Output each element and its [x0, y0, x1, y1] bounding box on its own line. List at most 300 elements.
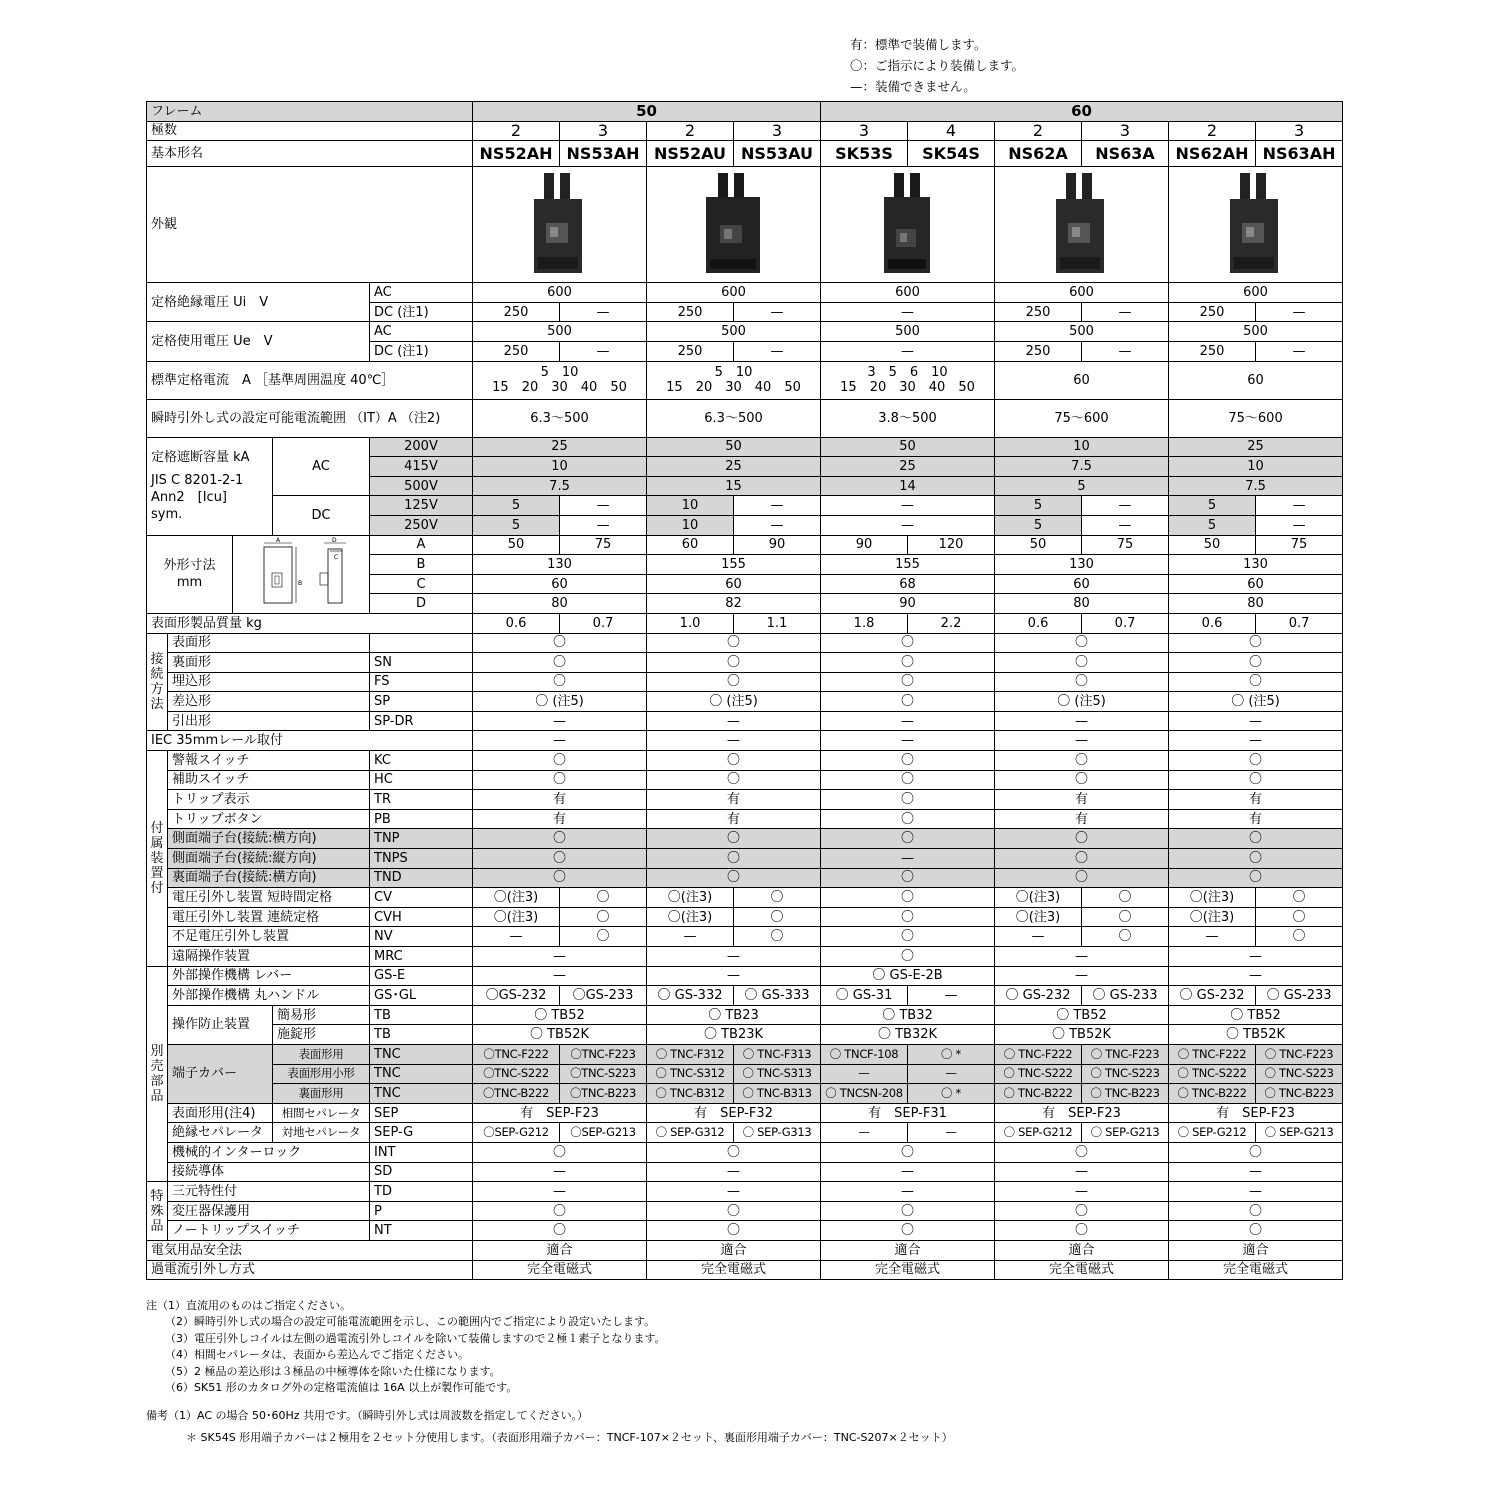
dim-mark-d: D	[332, 537, 337, 545]
acc-value: 有	[647, 809, 821, 829]
conn-value: 〇	[821, 653, 995, 673]
special-value: 〇	[473, 1221, 647, 1241]
mass-value: 1.1	[734, 613, 821, 633]
gsgl-value: 〇 GS-333	[734, 986, 821, 1006]
cover-value: 〇 TNC-B312	[647, 1084, 734, 1104]
acc-row	[147, 849, 1343, 869]
ue-ac-value: 500	[821, 322, 995, 342]
int-row	[147, 1142, 1343, 1162]
conn-code: SN	[370, 653, 473, 673]
gsgl-value: 〇 GS-233	[1256, 986, 1343, 1006]
gse-code: GS-E	[370, 966, 473, 986]
gsgl-value: —	[908, 986, 995, 1006]
tbk-value: 〇 TB52K	[473, 1025, 647, 1045]
cover-code: TNC	[370, 1044, 473, 1064]
nv-value: —	[995, 927, 1082, 947]
cv-value: 〇	[1082, 888, 1169, 908]
special-value: 〇	[1169, 1201, 1343, 1221]
cv-value: 〇(注3)	[473, 888, 560, 908]
note: （6）SK51 形のカタログ外の定格電流値は 16A 以上が製作可能です。	[165, 1381, 518, 1395]
cover-name: 端子カバー	[168, 1044, 273, 1103]
cover-value: 〇TNC-F223	[560, 1044, 647, 1064]
cover-value: 〇 TNC-F223	[1082, 1044, 1169, 1064]
gse-value: —	[1169, 966, 1343, 986]
gsgl-value: 〇 GS-233	[1082, 986, 1169, 1006]
lock-simple: 簡易形	[273, 1005, 370, 1025]
acc-value: —	[821, 849, 995, 869]
legend-standard: 有：標準で装備します。	[850, 37, 987, 52]
iec-label: IEC 35mmレール取付	[147, 731, 473, 751]
sd-value: —	[995, 1162, 1169, 1182]
frame-50: 50	[473, 102, 821, 122]
gse-name: 外部操作機構 レバー	[168, 966, 370, 986]
note: （3）電圧引外しコイルは左側の過電流引外しコイルを除いて装備しますので２極１素子となります。	[165, 1331, 666, 1345]
sepf-code: SEP	[370, 1103, 473, 1123]
safety-value: 適合	[1169, 1240, 1343, 1260]
tb-value: 〇 TB32	[821, 1005, 995, 1025]
instant-row	[147, 399, 1343, 437]
ui-ac-value: 600	[995, 283, 1169, 303]
sepf-value: 有 SEP-F32	[647, 1103, 821, 1123]
ue-dc-value: 250	[647, 341, 734, 361]
dim-value: 130	[473, 555, 647, 575]
acc-value: 有	[995, 790, 1169, 810]
break-value: —	[560, 515, 647, 535]
sepg-value: 〇SEP-G213	[560, 1123, 647, 1143]
sepf-sub: 相間セパレータ	[273, 1103, 370, 1123]
tb-row	[147, 1005, 1343, 1025]
dim-value: 130	[1169, 555, 1343, 575]
gse-value: —	[995, 966, 1169, 986]
conn-name: 裏面形	[168, 653, 370, 673]
pole-value: 3	[734, 121, 821, 141]
sepg-value: 〇 SEP-G213	[1256, 1123, 1343, 1143]
instant-value: 6.3〜500	[473, 399, 647, 437]
trip-value: 完全電磁式	[1169, 1260, 1343, 1280]
break-value: 15	[647, 476, 821, 496]
acc-value: 〇	[647, 770, 821, 790]
cover-value: 〇 TNC-F313	[734, 1044, 821, 1064]
acc-value: 〇	[473, 849, 647, 869]
pole-value: 3	[1256, 121, 1343, 141]
sepg-code: SEP-G	[370, 1123, 473, 1143]
cover-value: 〇 TNC-F222	[1169, 1044, 1256, 1064]
note: （4）相間セパレータは、表面から差込んでご指定ください。	[165, 1348, 469, 1362]
model-label: 基本形名	[147, 141, 473, 167]
nv-value: —	[1169, 927, 1256, 947]
sepg-value: 〇 SEP-G312	[647, 1123, 734, 1143]
tb-value: 〇 TB52	[473, 1005, 647, 1025]
break-value: 25	[647, 457, 821, 477]
tb-value: 〇 TB52	[995, 1005, 1169, 1025]
cover-value: 〇 TNCSN-208	[821, 1084, 908, 1104]
sepg-name: 絶縁セパレータ	[168, 1123, 273, 1143]
note: （2）瞬時引外し式の場合の設定可能電流範囲を示し、この範囲内でご指定により設定いたします。	[165, 1315, 656, 1329]
special-value: 〇	[473, 1201, 647, 1221]
sepg-value: 〇 SEP-G213	[1082, 1123, 1169, 1143]
frame-label: フレーム	[147, 102, 473, 122]
sd-code: SD	[370, 1162, 473, 1182]
dim-value: 60	[647, 535, 734, 555]
ue-ac-row	[147, 322, 1343, 342]
cover-value: 〇 TNC-S313	[734, 1064, 821, 1084]
cover-value: 〇 TNC-S223	[1256, 1064, 1343, 1084]
pole-value: 3	[821, 121, 908, 141]
break-value: —	[1082, 496, 1169, 516]
breaking-label: 定格遮断容量 kA	[151, 450, 250, 466]
ue-label: 定格使用電圧 Ue V	[147, 322, 370, 361]
current-value	[821, 361, 995, 399]
conn-row	[147, 711, 1343, 731]
sepg-value: 〇 SEP-G313	[734, 1123, 821, 1143]
special-row	[147, 1201, 1343, 1221]
cover-value: 〇 TNC-F222	[995, 1044, 1082, 1064]
notes	[146, 1298, 665, 1396]
int-code: INT	[370, 1142, 473, 1162]
current-line1: 5 10	[540, 365, 579, 381]
acc-value: 有	[473, 790, 647, 810]
ue-dc-value: —	[1082, 341, 1169, 361]
cvh-name: 電圧引外し装置 連続定格	[168, 907, 370, 927]
special-value: —	[995, 1182, 1169, 1202]
dim-mark-b: B	[298, 580, 303, 588]
acc-value: 〇	[821, 829, 995, 849]
dim-value: 120	[908, 535, 995, 555]
break-value: —	[821, 496, 995, 516]
breaker-photo-ns62a	[995, 167, 1169, 283]
break-value: —	[560, 496, 647, 516]
conn-code: SP-DR	[370, 711, 473, 731]
ui-ac-value: 600	[1169, 283, 1343, 303]
mass-value: 0.6	[1169, 613, 1256, 633]
acc-row	[147, 868, 1343, 888]
cvh-value: 〇(注3)	[995, 907, 1082, 927]
acc-row	[147, 809, 1343, 829]
iec-value: —	[473, 731, 647, 751]
mrc-value: 〇	[821, 947, 995, 967]
current-line1: 3 5 6 10	[867, 365, 948, 381]
legend-optional: 〇：ご指示により装備します。	[850, 58, 1025, 73]
cvh-row	[147, 907, 1343, 927]
sepf-value: 有 SEP-F23	[1169, 1103, 1343, 1123]
cvh-value: 〇	[560, 907, 647, 927]
acc-value: 有	[473, 809, 647, 829]
cv-value: 〇(注3)	[1169, 888, 1256, 908]
cover-code: TNC	[370, 1084, 473, 1104]
acc-value: 〇	[821, 770, 995, 790]
frame-60: 60	[821, 102, 1343, 122]
model-name: NS63A	[1082, 141, 1169, 167]
sd-value: —	[473, 1162, 647, 1182]
ue-ac-value: 500	[473, 322, 647, 342]
sepg-value: —	[908, 1123, 995, 1143]
cvh-value: 〇	[1256, 907, 1343, 927]
nv-value: 〇	[560, 927, 647, 947]
dim-b: B	[370, 555, 473, 575]
conn-row	[147, 692, 1343, 712]
conn-row	[147, 672, 1343, 692]
v125: 125V	[370, 496, 473, 516]
lock-code: TB	[370, 1025, 473, 1045]
pole-value: 2	[647, 121, 734, 141]
special-side-label: 特 殊 品	[147, 1182, 168, 1241]
dims-label-cell	[147, 535, 233, 613]
mass-row	[147, 613, 1343, 633]
cover-front: 表面形用	[273, 1044, 370, 1064]
current-value	[473, 361, 647, 399]
acc-value: 〇	[1169, 770, 1343, 790]
nv-value: 〇	[734, 927, 821, 947]
cvh-value: 〇	[1082, 907, 1169, 927]
nv-row	[147, 927, 1343, 947]
int-name: 機械的インターロック	[168, 1142, 370, 1162]
special-value: 〇	[995, 1221, 1169, 1241]
tbk-value: 〇 TB52K	[995, 1025, 1169, 1045]
cvh-value: 〇(注3)	[1169, 907, 1256, 927]
lock-key: 施錠形	[273, 1025, 370, 1045]
cvh-value: 〇(注3)	[473, 907, 560, 927]
conn-value: —	[995, 711, 1169, 731]
conn-value: 〇	[473, 633, 647, 653]
ui-ac: AC	[370, 283, 473, 303]
safety-row	[147, 1240, 1343, 1260]
dim-value: 90	[734, 535, 821, 555]
mass-label: 表面形製品質量 kg	[147, 613, 473, 633]
tb-value: 〇 TB23	[647, 1005, 821, 1025]
sepg-value: 〇 SEP-G212	[1169, 1123, 1256, 1143]
nv-value: —	[647, 927, 734, 947]
nv-value: 〇	[821, 927, 995, 947]
model-name: NS63AH	[1256, 141, 1343, 167]
cover-value: 〇TNC-F222	[473, 1044, 560, 1064]
dim-value: 50	[995, 535, 1082, 555]
sepg-value: 〇 SEP-G212	[995, 1123, 1082, 1143]
gsgl-row	[147, 986, 1343, 1006]
iec-value: —	[647, 731, 821, 751]
acc-value: 〇	[995, 868, 1169, 888]
dim-value: 155	[647, 555, 821, 575]
acc-value: 〇	[1169, 751, 1343, 771]
model-name: NS62AH	[1169, 141, 1256, 167]
dim-value: 130	[995, 555, 1169, 575]
sepf-row	[147, 1103, 1343, 1123]
cv-value: 〇	[821, 888, 995, 908]
break-value: —	[1256, 515, 1343, 535]
model-name: SK54S	[908, 141, 995, 167]
current-line2: 15 20 30 40 50	[666, 380, 801, 396]
conn-side-label: 接 続 方 法	[147, 633, 168, 731]
ui-label: 定格絶縁電圧 Ui V	[147, 283, 370, 322]
dim-value: 80	[995, 594, 1169, 614]
cover-value: 〇 TNC-B223	[1256, 1084, 1343, 1104]
ui-dc-value: —	[560, 302, 647, 322]
conn-value: 〇	[821, 672, 995, 692]
conn-code: SP	[370, 692, 473, 712]
acc-code: TR	[370, 790, 473, 810]
instant-value: 75〜600	[995, 399, 1169, 437]
acc-value: 〇	[995, 770, 1169, 790]
iec-row	[147, 731, 1343, 751]
acc-value: 〇	[821, 809, 995, 829]
break-value: 5	[473, 515, 560, 535]
dim-value: 155	[821, 555, 995, 575]
cover-front-small: 表面形用小形	[273, 1064, 370, 1084]
dim-value: 80	[1169, 594, 1343, 614]
mass-value: 1.8	[821, 613, 908, 633]
ui-ac-row	[147, 283, 1343, 303]
special-value: 〇	[995, 1201, 1169, 1221]
break-value: 10	[1169, 457, 1343, 477]
acc-value: 有	[995, 809, 1169, 829]
dim-value: 60	[647, 574, 821, 594]
remarks	[146, 1405, 953, 1449]
instant-value: 75〜600	[1169, 399, 1343, 437]
special-row	[147, 1221, 1343, 1241]
special-name: 変圧器保護用	[168, 1201, 370, 1221]
ui-dc-value: 250	[1169, 302, 1256, 322]
acc-value: 〇	[821, 868, 995, 888]
dim-d: D	[370, 594, 473, 614]
break-value: 5	[995, 515, 1082, 535]
model-name: SK53S	[821, 141, 908, 167]
tb-value: 〇 TB52	[1169, 1005, 1343, 1025]
acc-value: 〇	[995, 829, 1169, 849]
conn-value: 〇	[995, 653, 1169, 673]
ui-dc: DC (注1)	[370, 302, 473, 322]
conn-row	[147, 653, 1343, 673]
gse-value: —	[473, 966, 647, 986]
cover-value: 〇 TNC-S222	[1169, 1064, 1256, 1084]
conn-value: 〇	[1169, 633, 1343, 653]
tbk-value: 〇 TB52K	[1169, 1025, 1343, 1045]
mass-value: 0.6	[473, 613, 560, 633]
v500: 500V	[370, 476, 473, 496]
cover-value: 〇 TNCF-108	[821, 1044, 908, 1064]
special-value: 〇	[821, 1221, 995, 1241]
instant-label: 瞬時引外し式の設定可能電流範囲 （IT）A （注2)	[147, 399, 473, 437]
conn-code: FS	[370, 672, 473, 692]
cover-value: 〇 TNC-S223	[1082, 1064, 1169, 1084]
ue-ac-value: 500	[647, 322, 821, 342]
sepf-value: 有 SEP-F23	[473, 1103, 647, 1123]
safety-value: 適合	[821, 1240, 995, 1260]
sd-name: 接続導体	[168, 1162, 370, 1182]
ui-ac-value: 600	[647, 283, 821, 303]
sepg-row	[147, 1123, 1343, 1143]
ui-ac-value: 600	[821, 283, 995, 303]
cover-value: 〇 TNC-B222	[995, 1084, 1082, 1104]
ui-dc-value: —	[734, 302, 821, 322]
special-value: —	[473, 1182, 647, 1202]
current-value: 60	[1169, 361, 1343, 399]
special-row	[147, 1182, 1343, 1202]
current-row	[147, 361, 1343, 399]
break-value: 7.5	[473, 476, 647, 496]
acc-side-label: 付 属 装 置 付	[147, 751, 168, 967]
cvh-value: 〇	[734, 907, 821, 927]
conn-value: 〇	[473, 672, 647, 692]
appearance-label: 外観	[147, 167, 473, 283]
acc-value: 有	[1169, 790, 1343, 810]
poles-label: 極数	[147, 121, 473, 141]
gsgl-value: 〇 GS-332	[647, 986, 734, 1006]
acc-value: 〇	[473, 770, 647, 790]
acc-value: 〇	[1169, 829, 1343, 849]
acc-code: TNP	[370, 829, 473, 849]
conn-value: 〇	[1169, 653, 1343, 673]
break-value: 5	[1169, 496, 1256, 516]
v250: 250V	[370, 515, 473, 535]
cover-value: 〇 TNC-B313	[734, 1084, 821, 1104]
break-125-row	[147, 496, 1343, 516]
sepf-value: 有 SEP-F23	[995, 1103, 1169, 1123]
dims-drawing	[233, 535, 370, 613]
note: 注（1）直流用のものはご指定ください。	[146, 1299, 351, 1312]
dims-unit: mm	[176, 575, 203, 591]
break-200-row	[147, 437, 1343, 457]
nv-value: 〇	[1082, 927, 1169, 947]
break-value: —	[734, 515, 821, 535]
breaker-photo-sk53s	[821, 167, 995, 283]
int-value: 〇	[647, 1142, 821, 1162]
model-name: NS52AU	[647, 141, 734, 167]
special-value: 〇	[647, 1221, 821, 1241]
frame-row	[147, 102, 1343, 122]
gsgl-value: 〇GS-232	[473, 986, 560, 1006]
cover-value: 〇TNC-S222	[473, 1064, 560, 1084]
cv-value: 〇	[560, 888, 647, 908]
model-name: NS53AU	[734, 141, 821, 167]
gsgl-value: 〇 GS-232	[1169, 986, 1256, 1006]
break-value: 10	[995, 437, 1169, 457]
conn-name: 引出形	[168, 711, 370, 731]
acc-code: KC	[370, 751, 473, 771]
trip-value: 完全電磁式	[473, 1260, 647, 1280]
mrc-row	[147, 947, 1343, 967]
breaking-label-cell	[147, 437, 273, 535]
nv-value: —	[473, 927, 560, 947]
break-value: 5	[995, 496, 1082, 516]
break-value: 10	[473, 457, 647, 477]
conn-value: 〇	[1169, 672, 1343, 692]
cv-name: 電圧引外し装置 短時間定格	[168, 888, 370, 908]
acc-value: 〇	[473, 829, 647, 849]
conn-name: 表面形	[168, 633, 370, 653]
acc-value: 〇	[821, 790, 995, 810]
cv-value: 〇(注3)	[995, 888, 1082, 908]
breaking-dc: DC	[273, 496, 370, 535]
ue-dc-value: —	[734, 341, 821, 361]
break-value: 25	[821, 457, 995, 477]
dims-label: 外形寸法	[163, 558, 216, 574]
ui-dc-value: —	[1256, 302, 1343, 322]
ui-dc-value: 250	[647, 302, 734, 322]
conn-value: 〇	[995, 672, 1169, 692]
acc-name: 裏面端子台(接続:横方向)	[168, 868, 370, 888]
breaker-photo-ns52	[473, 167, 647, 283]
current-line2: 15 20 30 40 50	[492, 380, 627, 396]
gsgl-value: 〇GS-233	[560, 986, 647, 1006]
cv-value: 〇	[734, 888, 821, 908]
conn-name: 差込形	[168, 692, 370, 712]
acc-name: 側面端子台(接続:横方向)	[168, 829, 370, 849]
mrc-value: —	[473, 947, 647, 967]
cv-code: CV	[370, 888, 473, 908]
conn-value: 〇	[647, 633, 821, 653]
special-value: 〇	[821, 1201, 995, 1221]
pole-value: 3	[560, 121, 647, 141]
tbk-value: 〇 TB32K	[821, 1025, 995, 1045]
